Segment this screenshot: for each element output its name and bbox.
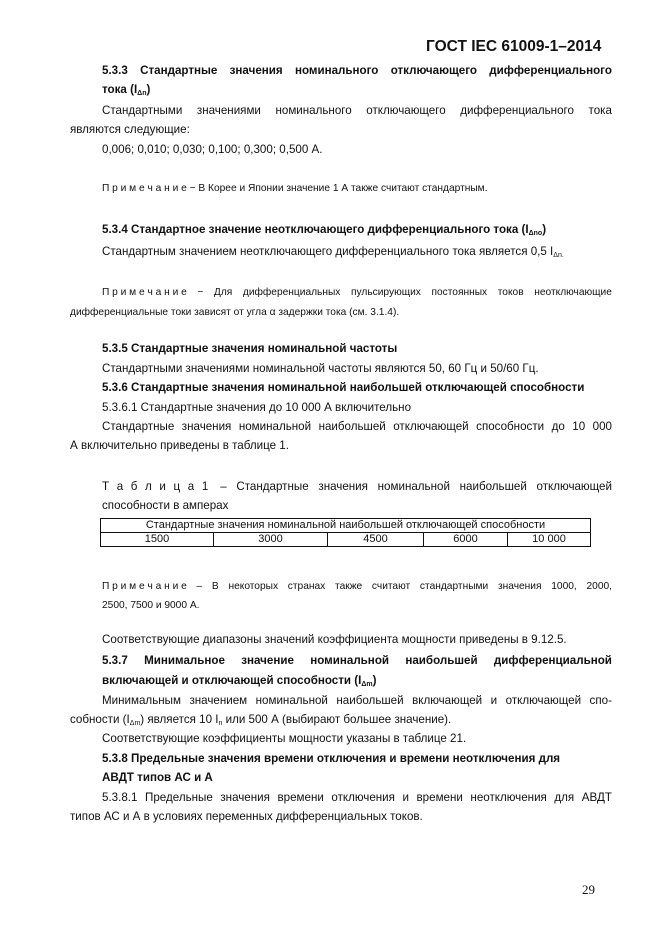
section-5-3-6-paragraph-2: Соответствующие диапазоны значений коэффициента мощности приведены в 9.12.5. — [102, 633, 567, 646]
section-5-3-7-heading: 5.3.7 Минимальное значение номинальной наибольшей дифференциальной — [102, 654, 612, 667]
table-cell: 3000 — [214, 533, 328, 547]
section-5-3-3-heading: 5.3.3 Стандартные значения номинального отключающего дифференциального — [102, 64, 612, 77]
section-5-3-7-paragraph-cont: собности $(I_{\Delta m})$ является 10 $I_n$ или 500 А (выбирают большее значение). — [70, 713, 452, 727]
section-5-3-6-paragraph-cont: А включительно приведены в таблице 1. — [70, 439, 289, 452]
section-5-3-6-heading: 5.3.6 Стандартные значения номинальной наибольшей отключающей способности — [102, 381, 585, 394]
section-5-3-6-paragraph: Стандартные значения номинальной наибольшей отключающей способности до 10 000 — [102, 420, 612, 433]
section-5-3-6-note-cont: 2500, 7500 и 9000 А. — [102, 600, 200, 611]
table-1 — [100, 518, 591, 547]
section-5-3-4-paragraph: Стандартным значением неотключающего дифференциального тока является 0,5 $I_{\Delta n.}$ — [102, 245, 564, 259]
section-5-3-8-1-paragraph-cont: типов АС и А в условиях переменных дифференциальных токов. — [70, 810, 423, 823]
section-5-3-3-note: П р и м е ч а н и е − В Корее и Японии значение 1 А также считают стандартным. — [102, 183, 488, 194]
section-5-3-7-paragraph: Минимальным значением номинальной наибольшей включающей и отключающей спо- — [102, 694, 612, 707]
section-5-3-8-1-paragraph: 5.3.8.1 Предельные значения времени отключения и времени неотключения для АВДТ — [102, 791, 612, 804]
section-5-3-4-note-cont: дифференциальные токи зависят от угла α задержки тока (см. 3.1.4). — [70, 307, 400, 318]
section-5-3-6-note: П р и м е ч а н и е – В некоторых странах также считают стандартными значения 1000, 2000, — [102, 581, 612, 592]
page-number: 29 — [582, 882, 595, 897]
section-5-3-7-heading-cont: включающей и отключающей способности $(I_{\Delta m})$ — [102, 674, 377, 688]
table-row — [101, 533, 591, 547]
table-cell: 4500 — [328, 533, 424, 547]
table-header-row — [101, 519, 591, 533]
section-5-3-3-heading-cont: тока $(I_{\Delta n})$ — [102, 83, 151, 97]
section-5-3-3-paragraph-cont: являются следующие: — [70, 123, 190, 136]
section-5-3-5-heading: 5.3.5 Стандартные значения номинальной частоты — [102, 342, 398, 355]
document-header: ГОСТ IEC 61009-1–2014 — [426, 38, 602, 55]
table-1-caption: Т а б л и ц а 1 – Стандартные значения номинальной наибольшей отключающей — [102, 480, 612, 493]
section-5-3-8-heading-cont: АВДТ типов АС и А — [102, 771, 213, 784]
section-5-3-4-note: П р и м е ч а н и е − Для дифференциальных пульсирующих постоянных токов неотключающие — [102, 287, 612, 298]
section-5-3-6-1-heading: 5.3.6.1 Стандартные значения до 10 000 А включительно — [102, 401, 412, 414]
section-5-3-5-paragraph: Стандартными значениями номинальной частоты являются 50, 60 Гц и 50/60 Гц. — [102, 362, 539, 375]
table-1-caption-cont: способности в амперах — [102, 499, 229, 512]
table-cell: 6000 — [424, 533, 508, 547]
table-cell: 1500 — [101, 533, 214, 547]
table-header-cell: Стандартные значения номинальной наибольшей отключающей способности — [101, 519, 591, 533]
section-5-3-3-paragraph: Стандартными значениями номинального отключающего дифференциального тока — [102, 104, 612, 117]
section-5-3-4-heading: 5.3.4 Стандартное значение неотключающего дифференциального тока $(I_{\Delta no})$ — [102, 223, 547, 237]
section-5-3-3-values: 0,006; 0,010; 0,030; 0,100; 0,300; 0,500 А. — [102, 143, 323, 156]
section-5-3-8-heading: 5.3.8 Предельные значения времени отключения и времени неотключения для — [102, 752, 561, 765]
table-cell: 10 000 — [508, 533, 591, 547]
section-5-3-7-paragraph-2: Соответствующие коэффициенты мощности указаны в таблице 21. — [102, 732, 467, 745]
